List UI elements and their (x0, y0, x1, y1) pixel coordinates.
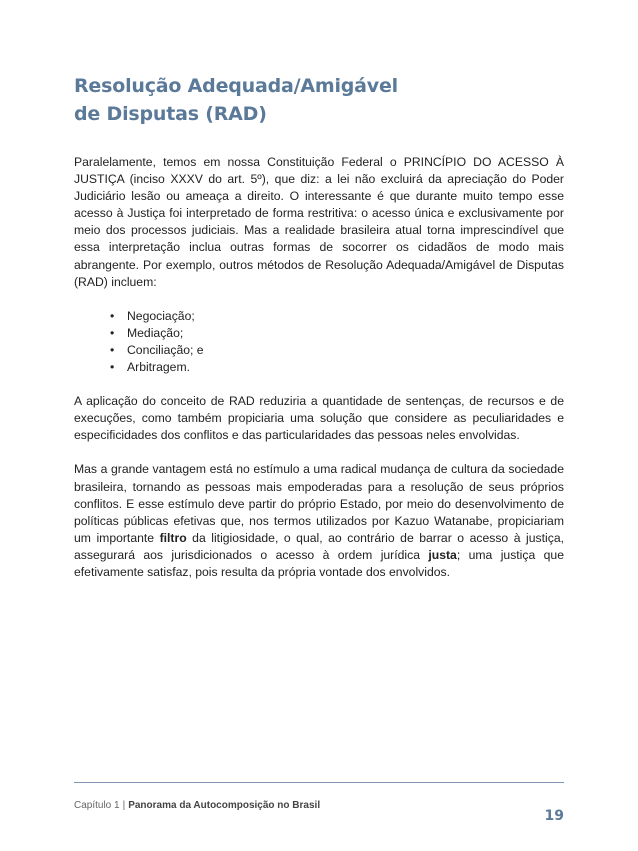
paragraph-3-text-2: da litigiosidade, o qual, ao contrário de barrar o acesso à justiça, assegurará aos jurisdicionados o acesso à ordem jurídica (74, 530, 564, 562)
body-text (74, 154, 564, 598)
list-item: • Arbitragem. (110, 359, 564, 376)
footer (74, 800, 320, 811)
footer-divider (74, 782, 564, 783)
list-item: • Mediação; (110, 325, 564, 342)
page-number: 19 (544, 808, 564, 824)
paragraph-3-text-3: ; uma justiça que efetivamente satisfaz, pois resulta da própria vontade dos envolvidos. (74, 547, 564, 579)
footer-separator: | (122, 800, 126, 811)
paragraph-2: A aplicação do conceito de RAD reduziria a quantidade de sentenças, de recursos e de execuções, como também propiciaria uma solução que considere as peculiaridades e especificidades dos conflitos e das particularidades das pessoas neles envolvidas. (74, 394, 564, 443)
section-title-line-1: Resolução Adequada/Amigável (74, 75, 398, 97)
list-item: • Negociação; (110, 308, 564, 325)
footer-book-title: Panorama da Autocomposição no Brasil (128, 800, 321, 811)
footer-chapter: Capítulo 1 (74, 800, 120, 811)
paragraph-1: Paralelamente, temos em nossa Constituição Federal o PRINCÍPIO DO ACESSO À JUSTIÇA (inciso XXXV do art. 5º), que diz: a lei não excluirá da apreciação do Poder Judiciário lesão ou ameaça a direito. O interessante é que durante muito tempo esse acesso à Justiça foi interpretado de forma restritiva: o acesso única e exclusivamente por meio dos processos judiciais. Mas a realidade brasileira atual torna imprescindível que essa interpretação inclua outras formas de socorrer os cidadãos de modo mais abrangente. Por exemplo, outros métodos de Resolução Adequada/Amigável de Disputas (RAD) incluem: (74, 155, 564, 289)
list-item: • Conciliação; e (110, 342, 564, 359)
paragraph-3-text-1: Mas a grande vantagem está no estímulo a uma radical mudança de cultura da sociedade brasileira, tornando as pessoas mais empoderadas para a resolução de seus próprios conflitos. E esse estímulo deve partir do próprio Estado, por meio do desenvolvimento de políticas públicas efetivas que, nos termos utilizados por Kazuo Watanabe, propiciariam um importante (74, 462, 564, 545)
rad-methods-list (74, 308, 564, 376)
section-title-line-2: de Disputas (RAD) (74, 103, 267, 125)
section-title (74, 72, 574, 128)
bold-term-justa: justa (428, 547, 457, 562)
paragraph-3 (74, 461, 564, 581)
bold-term-filtro: filtro (159, 530, 187, 545)
